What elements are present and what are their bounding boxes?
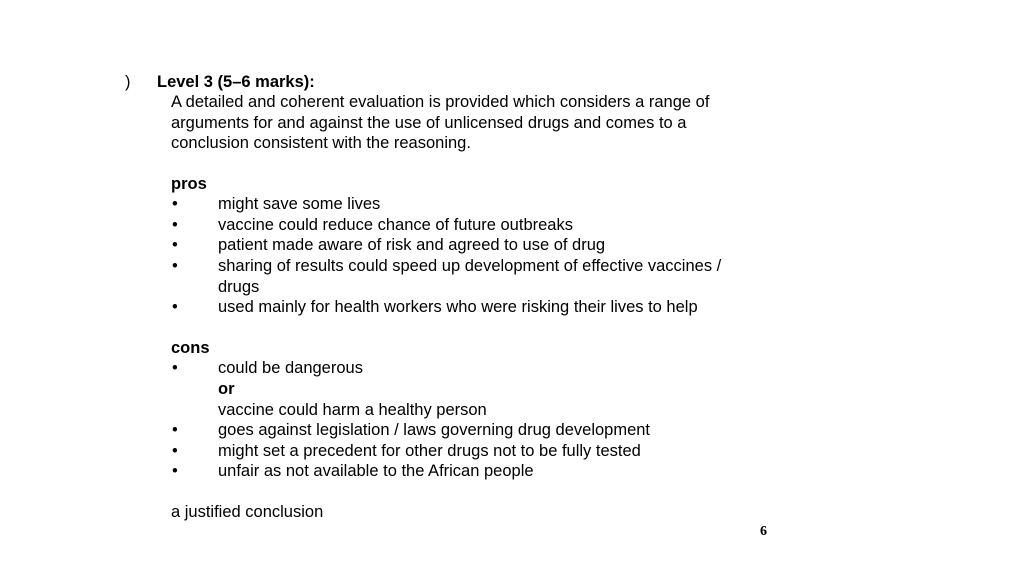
conclusion-text: a justified conclusion (171, 503, 324, 521)
cons-item: might set a precedent for other drugs not to be fully tested (218, 442, 641, 460)
pros-item: patient made aware of risk and agreed to use of drug (218, 236, 606, 254)
page-number: 6 (760, 524, 767, 539)
bullet-icon: • (172, 257, 178, 275)
bullet-icon: • (172, 216, 178, 234)
cons-item-alternative: vaccine could harm a healthy person (218, 401, 487, 419)
cons-item: could be dangerous (218, 359, 363, 377)
bullet-icon: • (172, 359, 178, 377)
pros-heading: pros (171, 175, 207, 193)
pros-item: sharing of results could speed up development of effective vaccines / (218, 257, 722, 275)
section-paren: ) (125, 73, 131, 91)
description-line: conclusion consistent with the reasoning. (171, 134, 471, 152)
pros-item: might save some lives (218, 195, 381, 213)
description-line: arguments for and against the use of unlicensed drugs and comes to a (171, 114, 687, 132)
bullet-icon: • (172, 236, 178, 254)
pros-item-continuation: drugs (218, 278, 260, 296)
cons-item: unfair as not available to the African people (218, 462, 534, 480)
cons-or-label: or (218, 380, 235, 398)
pros-item: vaccine could reduce chance of future outbreaks (218, 216, 573, 234)
bullet-icon: • (172, 421, 178, 439)
bullet-icon: • (172, 195, 178, 213)
description-line: A detailed and coherent evaluation is provided which considers a range of (171, 93, 710, 111)
bullet-icon: • (172, 442, 178, 460)
pros-item: used mainly for health workers who were risking their lives to help (218, 298, 698, 316)
level-heading: Level 3 (5–6 marks): (157, 73, 315, 91)
cons-heading: cons (171, 339, 210, 357)
bullet-icon: • (172, 298, 178, 316)
cons-item: goes against legislation / laws governing drug development (218, 421, 651, 439)
bullet-icon: • (172, 462, 178, 480)
